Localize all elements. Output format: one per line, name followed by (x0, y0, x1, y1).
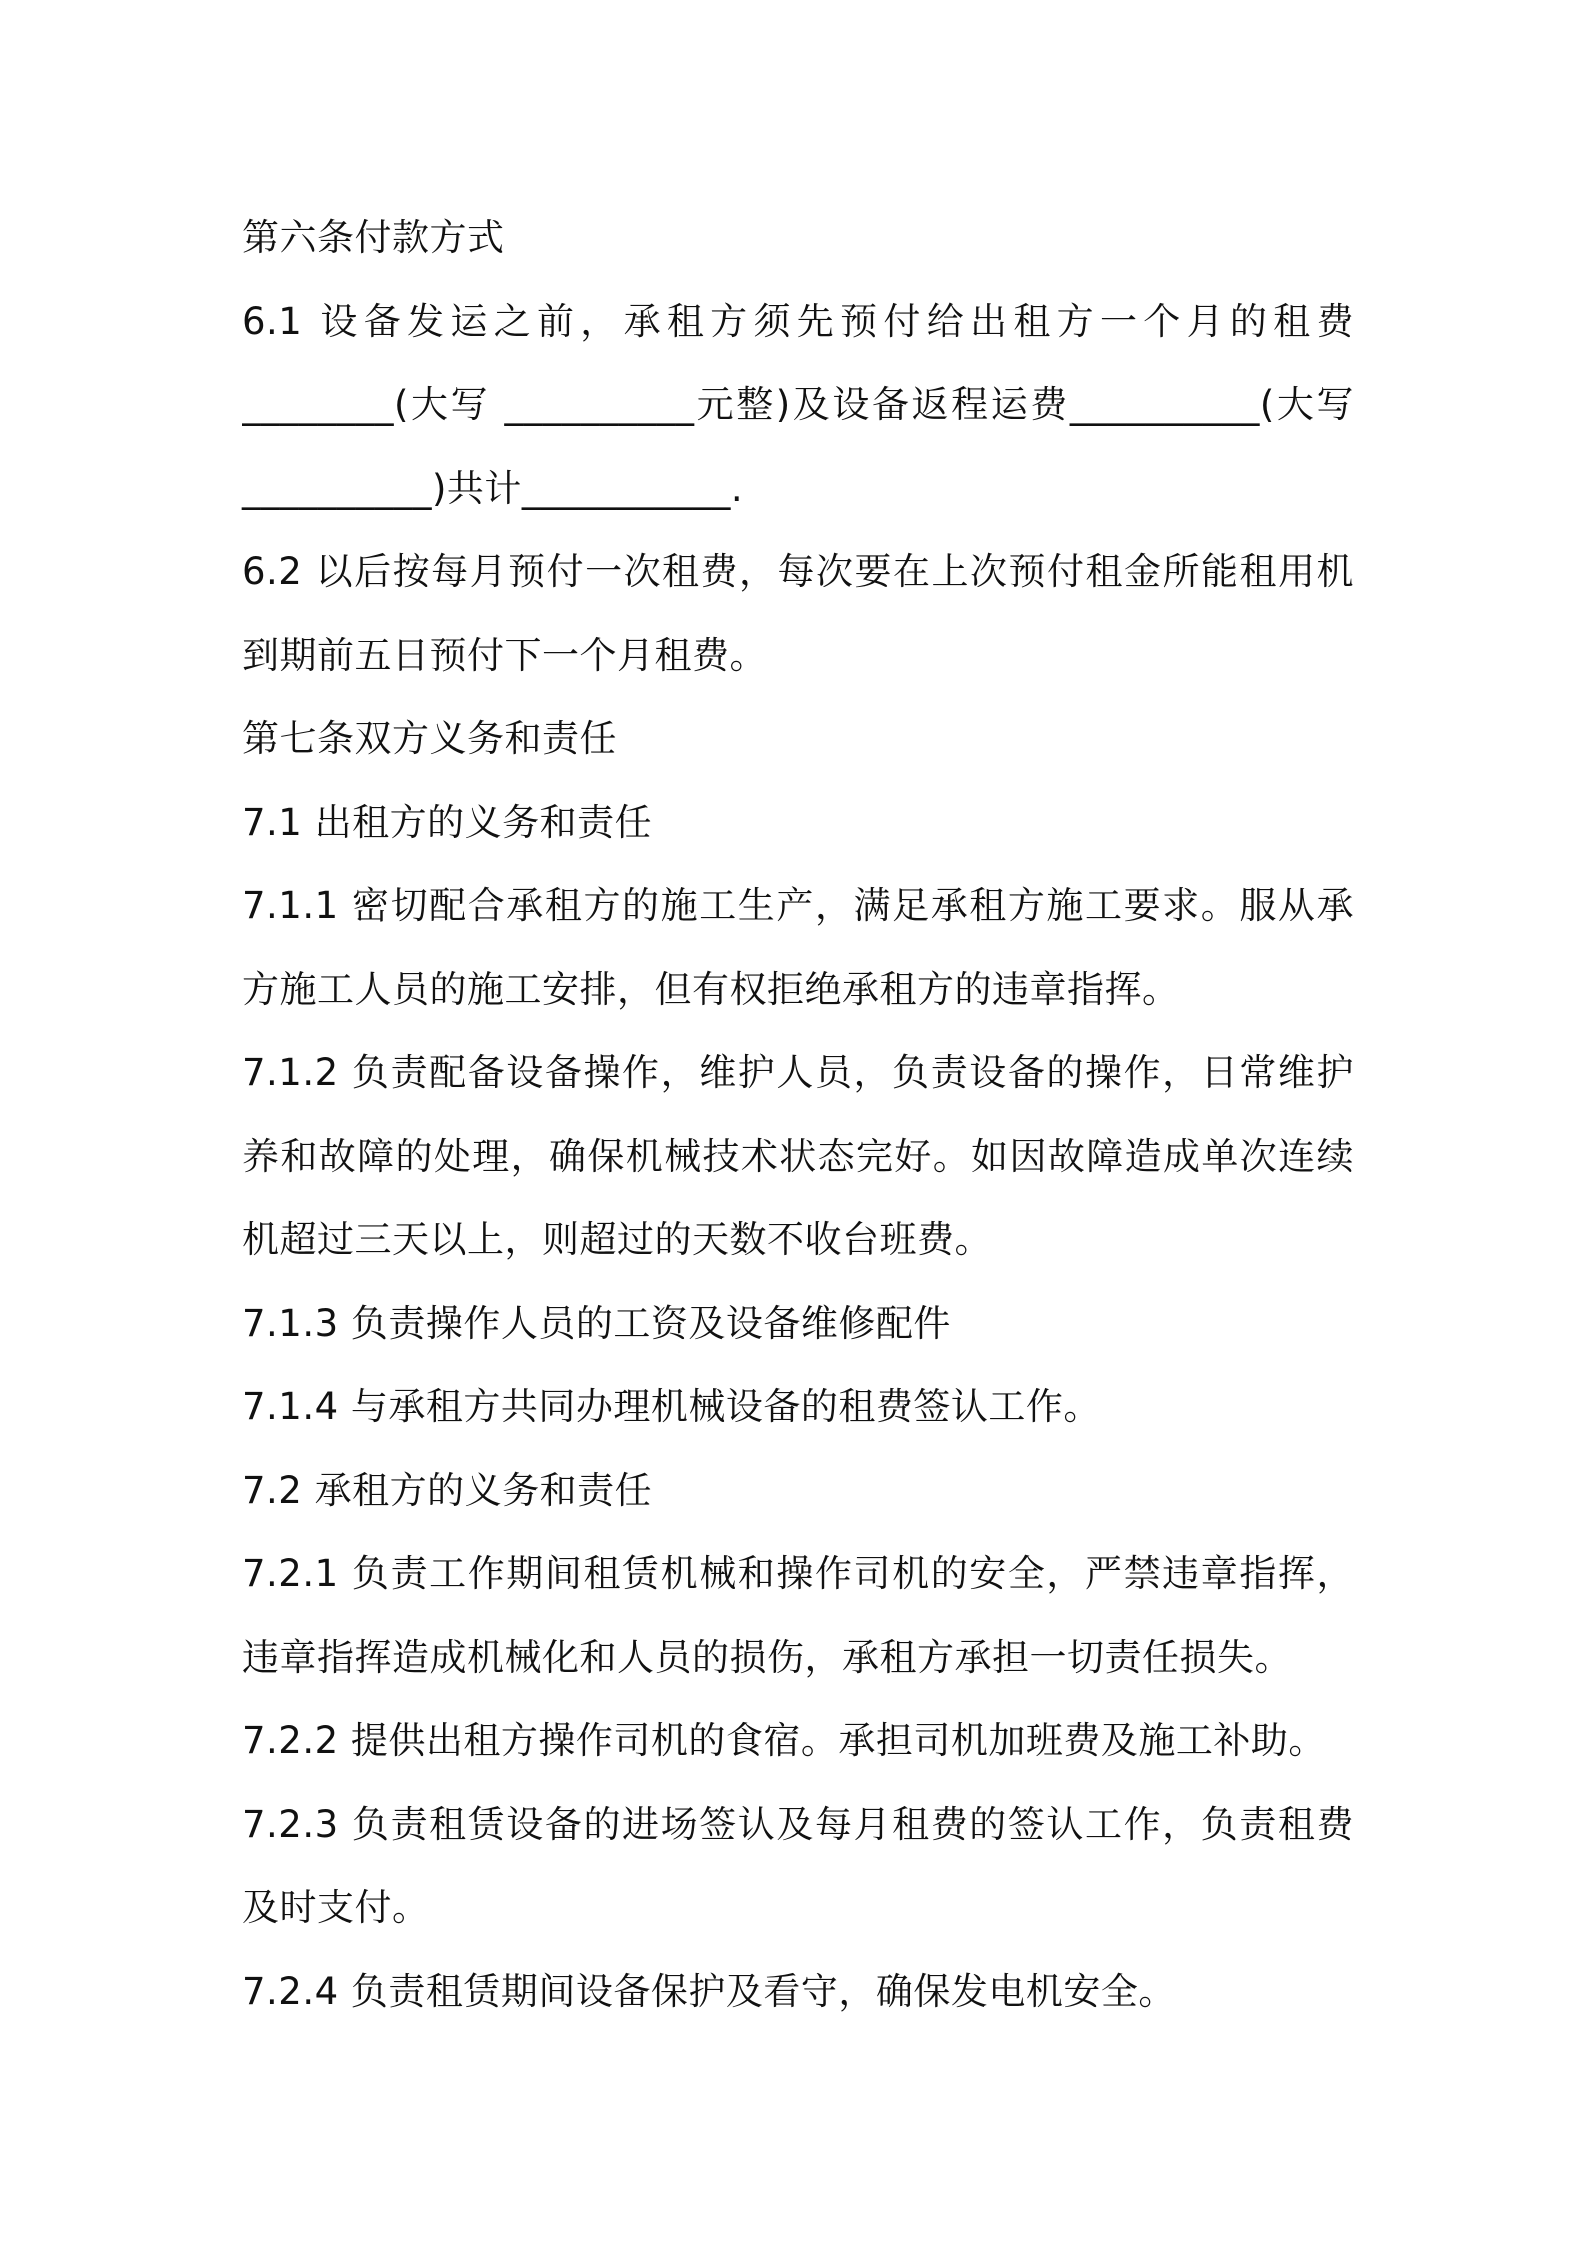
clause-7-1-4: 7.1.4 与承租方共同办理机械设备的租费签认工作。 (242, 1385, 1101, 1428)
clause-7-1-2-line-2: 养和故障的处理，确保机械技术状态完好。如因故障造成单次连续 (242, 1134, 1354, 1178)
clause-6-2-line-1: 6.2 以后按每月预付一次租费，每次要在上次预付租金所能租用机 (242, 550, 1354, 593)
clause-6-1-line-1: 6.1 设备发运之前，承租方须先预付给出租方一个月的租费 (242, 299, 1354, 343)
clause-7-1-3: 7.1.3 负责操作人员的工资及设备维修配件 (242, 1301, 951, 1345)
section-7-2-heading: 7.2 承租方的义务和责任 (242, 1468, 653, 1512)
clause-7-2-1-line-2: 违章指挥造成机械化和人员的损伤，承租方承担一切责任损失。 (242, 1635, 1292, 1679)
clause-7-1-2-line-1: 7.1.2 负责配备设备操作，维护人员，负责设备的操作，日常维护 (242, 1051, 1354, 1094)
document-body (242, 196, 1354, 2033)
article-6-heading: 第六条付款方式 (242, 216, 505, 259)
clause-7-2-3-line-2: 及时支付。 (242, 1886, 430, 1929)
clause-7-2-3-line-1: 7.2.3 负责租赁设备的进场签认及每月租费的签认工作，负责租费 (242, 1802, 1354, 1846)
clause-7-1-1-line-2: 方施工人员的施工安排，但有权拒绝承租方的违章指挥。 (242, 967, 1180, 1011)
clause-6-2-line-2: 到期前五日预付下一个月租费。 (242, 633, 767, 677)
clause-7-1-1-line-1: 7.1.1 密切配合承租方的施工生产，满足承租方施工要求。服从承 (242, 884, 1354, 927)
clause-7-1-2-line-3: 机超过三天以上，则超过的天数不收台班费。 (242, 1218, 992, 1261)
clause-7-2-4: 7.2.4 负责租赁期间设备保护及看守，确保发电机安全。 (242, 1969, 1176, 2013)
clause-6-1-line-2: ________(大写 __________元整)及设备返程运费__________(大写 (242, 383, 1354, 426)
article-7-heading: 第七条双方义务和责任 (242, 717, 617, 760)
clause-7-2-2: 7.2.2 提供出租方操作司机的食宿。承担司机加班费及施工补助。 (242, 1719, 1326, 1762)
section-7-1-heading: 7.1 出租方的义务和责任 (242, 800, 653, 844)
clause-6-1-line-3: __________)共计___________. (242, 466, 744, 510)
clause-7-2-1-line-1: 7.2.1 负责工作期间租赁机械和操作司机的安全，严禁违章指挥， (242, 1552, 1354, 1595)
